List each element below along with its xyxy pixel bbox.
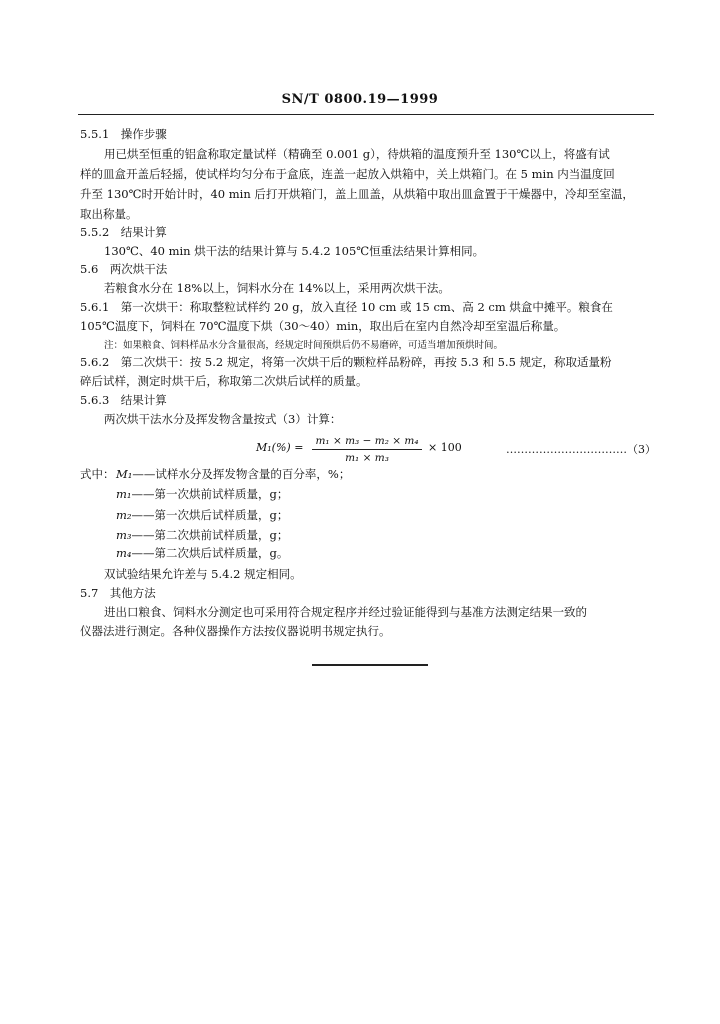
paragraph-line: 130℃、40 min 烘干法的结果计算与 5.4.2 105℃恒重法结果计算相同。 — [104, 244, 485, 258]
end-rule — [312, 664, 428, 666]
paragraph-line: 取出称量。 — [80, 207, 138, 221]
paragraph-line: 105℃温度下，饲料在 70℃温度下烘（30～40）min，取出后在室内自然冷却至室温后称量。 — [80, 319, 566, 333]
symbol: m₄ — [116, 546, 132, 560]
symbol-description: ——试样水分及挥发物含量的百分率，%； — [132, 467, 351, 481]
paragraph-line: 用已烘至恒重的铝盒称取定量试样（精确至 0.001 g），待烘箱的温度预升至 130℃以上，将盛有试 — [104, 147, 610, 161]
where-item — [116, 486, 288, 502]
symbol-description: ——第一次烘后试样质量，g； — [131, 508, 289, 522]
symbol: m₃ — [116, 528, 132, 542]
paragraph-line: 碎后试样，测定时烘干后，称取第二次烘后试样的质量。 — [80, 374, 368, 388]
heading-5-7: 5.7 其他方法 — [80, 586, 156, 600]
equation-number: ……………………………（3） — [506, 443, 656, 456]
symbol: M₁ — [116, 467, 133, 481]
paragraph-line: 若粮食水分在 18%以上，饲料水分在 14%以上，采用两次烘干法。 — [104, 281, 450, 295]
note-line: 注：如果粮食、饲料样品水分含量很高，经规定时间预烘后仍不易磨碎，可适当增加预烘时间。 — [104, 340, 504, 351]
symbol-description: ——第二次烘后试样质量，g。 — [131, 546, 289, 560]
heading-5-6: 5.6 两次烘干法 — [80, 262, 168, 276]
paragraph-line: 升至 130℃时开始计时，40 min 后打开烘箱门，盖上皿盖，从烘箱中取出皿盒置于干燥器中，冷却至室温， — [80, 187, 634, 201]
formula-denominator: m₁ × m₃ — [345, 452, 389, 464]
header-rule — [78, 114, 654, 115]
formula-lhs: M₁(%) = — [256, 441, 304, 454]
paragraph-5-6-2: 5.6.2 第二次烘干：按 5.2 规定，将第一次烘干后的颗粒样品粉碎，再按 5.3 和 5.5 规定，称取适量粉 — [80, 355, 612, 369]
heading-5-5-1: 5.5.1 操作步骤 — [80, 127, 167, 141]
symbol: m₂ — [116, 508, 132, 522]
symbol: m₁ — [116, 487, 132, 501]
paragraph-line: 两次烘干法水分及挥发物含量按式（3）计算： — [104, 412, 342, 426]
where-intro: 式中： — [80, 467, 115, 481]
paragraph-5-6-1: 5.6.1 第一次烘干：称取整粒试样约 20 g，放入直径 10 cm 或 15 cm、高 2 cm 烘盒中摊平。粮食在 — [80, 300, 613, 314]
formula-numerator: m₁ × m₃ − m₂ × m₄ — [312, 435, 422, 450]
symbol-description: ——第二次烘前试样质量，g； — [131, 528, 289, 542]
where-item — [116, 545, 288, 561]
page-header: SN/T 0800.19—1999 — [281, 92, 439, 107]
where-item — [116, 527, 288, 543]
paragraph-line: 样的皿盒开盖后轻摇，使试样均匀分布于盒底，连盖一起放入烘箱中，关上烘箱门。在 5 min 内当温度回 — [80, 167, 615, 181]
formula-factor: × 100 — [428, 441, 462, 454]
where-item — [116, 507, 288, 523]
heading-5-6-3: 5.6.3 结果计算 — [80, 393, 167, 407]
heading-5-5-2: 5.5.2 结果计算 — [80, 225, 167, 239]
paragraph-line: 双试验结果允许差与 5.4.2 规定相同。 — [104, 567, 302, 581]
where-item — [116, 466, 350, 482]
paragraph-line: 仪器法进行测定。各种仪器操作方法按仪器说明书规定执行。 — [80, 624, 391, 638]
paragraph-line: 进出口粮食、饲料水分测定也可采用符合规定程序并经过验证能得到与基准方法测定结果一致的 — [104, 605, 587, 619]
formula-fraction — [312, 435, 422, 464]
symbol-description: ——第一次烘前试样质量，g； — [131, 487, 289, 501]
